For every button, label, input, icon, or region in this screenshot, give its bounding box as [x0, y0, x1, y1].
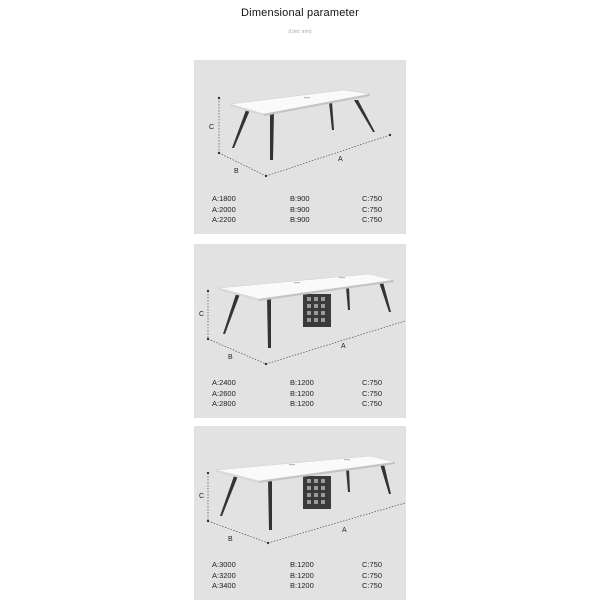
spec-length: A:3400 — [212, 581, 236, 590]
dimension-label-c: C — [209, 124, 215, 131]
spec-list-1 — [212, 194, 402, 226]
table-panel-3 — [194, 426, 406, 600]
dimension-label-a: A — [342, 527, 347, 534]
spec-height: C:750 — [362, 388, 383, 398]
spec-width: B:1200 — [290, 388, 314, 398]
spec-length: A:2800 — [212, 399, 236, 408]
spec-row — [212, 378, 402, 389]
dimension-label-b: B — [234, 168, 239, 175]
dimension-label-c: C — [199, 311, 205, 318]
dimension-label-a: A — [338, 156, 343, 163]
dimension-label-a: A — [341, 343, 346, 350]
spec-width: B:900 — [290, 215, 310, 224]
page-title: Dimensional parameter — [241, 7, 359, 19]
spec-length: A:2400 — [212, 378, 236, 387]
spec-width: B:1200 — [290, 581, 314, 590]
spec-length: A:1800 — [212, 194, 236, 203]
spec-width: B:900 — [290, 194, 310, 203]
spec-row — [212, 581, 402, 592]
spec-length: A:2600 — [212, 388, 236, 398]
unit-note: (Unit: mm) — [288, 29, 312, 35]
spec-width: B:900 — [290, 204, 310, 214]
spec-row — [212, 389, 402, 400]
spec-height: C:750 — [362, 399, 383, 408]
spec-list-2 — [212, 378, 402, 410]
spec-list-3 — [212, 560, 402, 592]
spec-width: B:1200 — [290, 378, 314, 387]
dimension-label-b: B — [228, 354, 233, 361]
spec-height: C:750 — [362, 215, 383, 224]
spec-length: A:2000 — [212, 204, 236, 214]
spec-row — [212, 194, 402, 205]
spec-width: B:1200 — [290, 570, 314, 580]
table-panel-1 — [194, 60, 406, 234]
spec-height: C:750 — [362, 204, 383, 214]
dimension-label-c: C — [199, 493, 205, 500]
spec-width: B:1200 — [290, 399, 314, 408]
spec-width: B:1200 — [290, 560, 314, 569]
dimension-label-b: B — [228, 536, 233, 543]
spec-row — [212, 399, 402, 410]
spec-height: C:750 — [362, 570, 383, 580]
spec-row — [212, 205, 402, 216]
spec-height: C:750 — [362, 194, 383, 203]
spec-length: A:3200 — [212, 570, 236, 580]
spec-row — [212, 215, 402, 226]
spec-length: A:2200 — [212, 215, 236, 224]
table-panel-2 — [194, 244, 406, 418]
spec-row — [212, 571, 402, 582]
spec-height: C:750 — [362, 581, 383, 590]
spec-row — [212, 560, 402, 571]
spec-height: C:750 — [362, 378, 383, 387]
spec-height: C:750 — [362, 560, 383, 569]
spec-length: A:3000 — [212, 560, 236, 569]
